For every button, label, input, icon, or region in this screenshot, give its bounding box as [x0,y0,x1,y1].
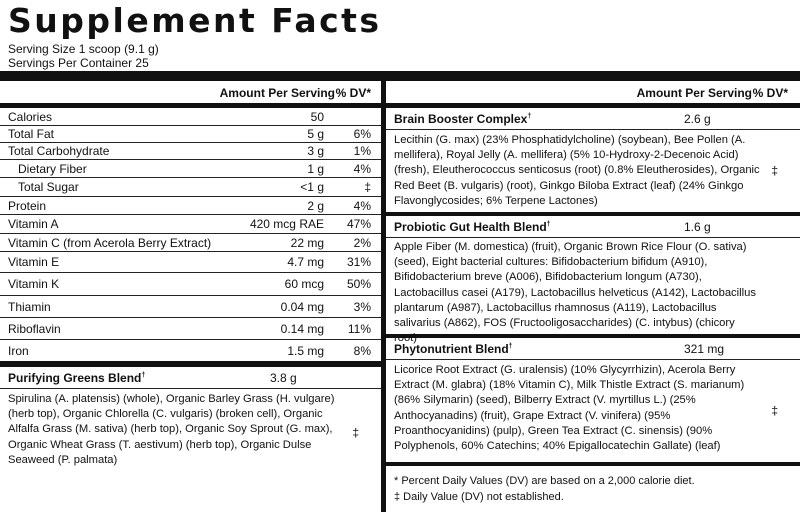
nutrient-row-vitamin-a [0,215,381,234]
nutrient-dv: 8% [353,343,371,358]
nutrient-amount: 1 g [307,161,324,176]
nutrient-dv: 47% [346,217,371,231]
ingredient-text: Lecithin (G. max) (23% Phosphatidylcholine) (soybean), Bee Pollen (A. mellifera), Royal Jelly (A. mellifera) (5% 10-Hydroxy-2-Decenoic Acid) (fresh), Eleutherococcus senticosus (root) (0.8% Eleutherosides), Organic Red Beet (B. vulgaris) (root), Ginkgo Biloba Extract (leaf) (24% Ginkgo Flavonglycosides; 6% Terpene Lactones) [394,134,760,207]
nutrient-name: Total Sugar [18,180,79,194]
blend-name: Probiotic Gut Health Blend† [394,219,551,234]
left-column-header [0,81,381,103]
dv-header: % DV* [335,86,371,100]
dv-header: % DV* [752,86,788,100]
nutrient-row-iron [0,340,381,361]
nutrient-name: Riboflavin [8,321,61,336]
nutrient-name: Vitamin C (from Acerola Berry Extract) [8,235,212,250]
phyto-blend-header [386,338,800,360]
nutrient-name: Vitamin K [8,277,60,291]
nutrient-dv: 3% [353,299,371,314]
nutrient-row-dietary-fiber [0,160,381,178]
brain-blend-header [386,108,800,130]
dv-not-established-mark: ‡ [771,403,778,418]
nutrient-amount: <1 g [300,180,324,194]
footnote-not-established: ‡ Daily Value (DV) not established. [394,491,564,503]
nutrient-dv: 2% [353,235,371,250]
probiotic-blend-ingredients [386,238,800,345]
ingredient-text: Spirulina (A. platensis) (whole), Organic Barley Grass (H. vulgare) (herb top), Organic Chlorella (C. vulgaris) (broken cell), Organic Alfalfa Grass (M. sativa) (herb top), Organic Soy Sprout (G. max), Organic Wheat Grass (T. aestivum) (herb top), Organic Dulse Seaweed (P. palmata) [8,393,335,466]
nutrient-row-total-sugar [0,178,381,197]
nutrient-dv: 4% [353,198,371,213]
ingredient-text: Apple Fiber (M. domestica) (fruit), Organic Brown Rice Flour (O. sativa) (seed), Eight bacterial cultures: Bifidobacterium bifidum (A910), Bifidobacterium breve (A006), Bifidobacterium longum (A730), Lactobacillus casei (A179), Lactobacillus helveticus (A142), Lactobacillus plantarum (A987), Lactobacillus rhamnosus (A119), Lactobacillus salivarius (A862), FOS (Fructooligosaccharides) (C. intybus) (chicory root) [394,241,756,345]
ingredient-text: Licorice Root Extract (G. uralensis) (10% Glycyrrhizin), Acerola Berry Extract (M. glabra) (18% Vitamin C), Milk Thistle Extract (S. marianum) (86% Silymarin) (seed), Bilberry Extract (V. myrtillus L.) (25% Anthocyanadins) (fruit), Grape Extract (V. vinifera) (95% Proanthocyanidins) (pulp), Green Tea Extract (C. sinensis) (90% Polyphenols, 60% Catechins; 40% Epigallocatechin Gallate) (leaf) [394,364,745,453]
phyto-blend-ingredients [386,360,800,466]
nutrient-amount: 420 mcg RAE [249,217,324,231]
nutrient-amount: 0.14 mg [280,321,324,336]
nutrient-row-protein [0,197,381,215]
serving-size: Serving Size 1 scoop (9.1 g) [8,42,159,56]
greens-blend-ingredients [0,389,381,477]
nutrient-name: Vitamin E [8,255,60,269]
nutrient-amount: 4.7 mg [287,255,324,269]
nutrient-name: Calories [8,109,53,124]
nutrient-name: Protein [8,198,47,213]
nutrient-name: Thiamin [8,299,51,314]
amount-header: Amount Per Serving [219,86,335,100]
nutrient-name: Iron [8,343,29,358]
right-column [386,81,800,505]
nutrient-name: Vitamin A [8,217,59,231]
nutrient-amount: 1.5 mg [287,343,324,358]
nutrient-dv: 31% [346,255,371,269]
blend-name: Purifying Greens Blend† [8,370,146,385]
blend-amount: 3.8 g [270,370,297,385]
dv-not-established-mark: ‡ [771,163,778,178]
blend-amount: 321 mg [684,341,725,356]
nutrient-row-thiamin [0,296,381,318]
nutrient-amount: 0.04 mg [280,299,324,314]
nutrient-amount: 5 g [307,127,324,141]
footnote-daily-value: * Percent Daily Values (DV) are based on a 2,000 calorie diet. [394,475,695,487]
servings-per-container: Servings Per Container 25 [8,56,149,70]
nutrient-row-vitamin-c [0,234,381,252]
nutrient-amount: 50 [310,109,324,124]
top-divider-bar [0,71,800,81]
greens-blend-header [0,367,381,389]
nutrient-dv: 4% [353,161,371,176]
nutrient-row-vitamin-e [0,252,381,273]
blend-name: Brain Booster Complex† [394,111,532,126]
probiotic-blend-header [386,216,800,238]
nutrient-amount: 2 g [307,198,324,213]
amount-header: Amount Per Serving [636,86,752,100]
nutrient-row-total-fat [0,126,381,143]
nutrient-name: Total Fat [8,127,55,141]
nutrient-dv: ‡ [364,180,371,194]
page-title: Supplement Facts [8,1,382,40]
blend-name: Phytonutrient Blend† [394,341,513,356]
right-column-header [386,81,800,103]
blend-amount: 2.6 g [684,111,711,126]
nutrient-dv: 50% [346,277,371,291]
nutrient-row-total-carbohydrate [0,143,381,160]
nutrient-dv: 11% [347,321,371,336]
brain-blend-ingredients [386,130,800,216]
nutrient-name: Dietary Fiber [18,161,87,176]
nutrient-amount: 60 mcg [284,277,324,291]
nutrient-amount: 22 mg [290,235,324,250]
nutrient-amount: 3 g [307,144,324,158]
nutrient-dv: 1% [353,144,371,158]
left-column [0,81,381,477]
nutrient-row-riboflavin [0,318,381,340]
nutrient-row-calories [0,108,381,126]
blend-amount: 1.6 g [684,219,711,234]
nutrient-row-vitamin-k [0,273,381,296]
nutrient-dv: 6% [353,127,371,141]
dv-not-established-mark: ‡ [352,425,359,440]
nutrient-name: Total Carbohydrate [8,144,110,158]
